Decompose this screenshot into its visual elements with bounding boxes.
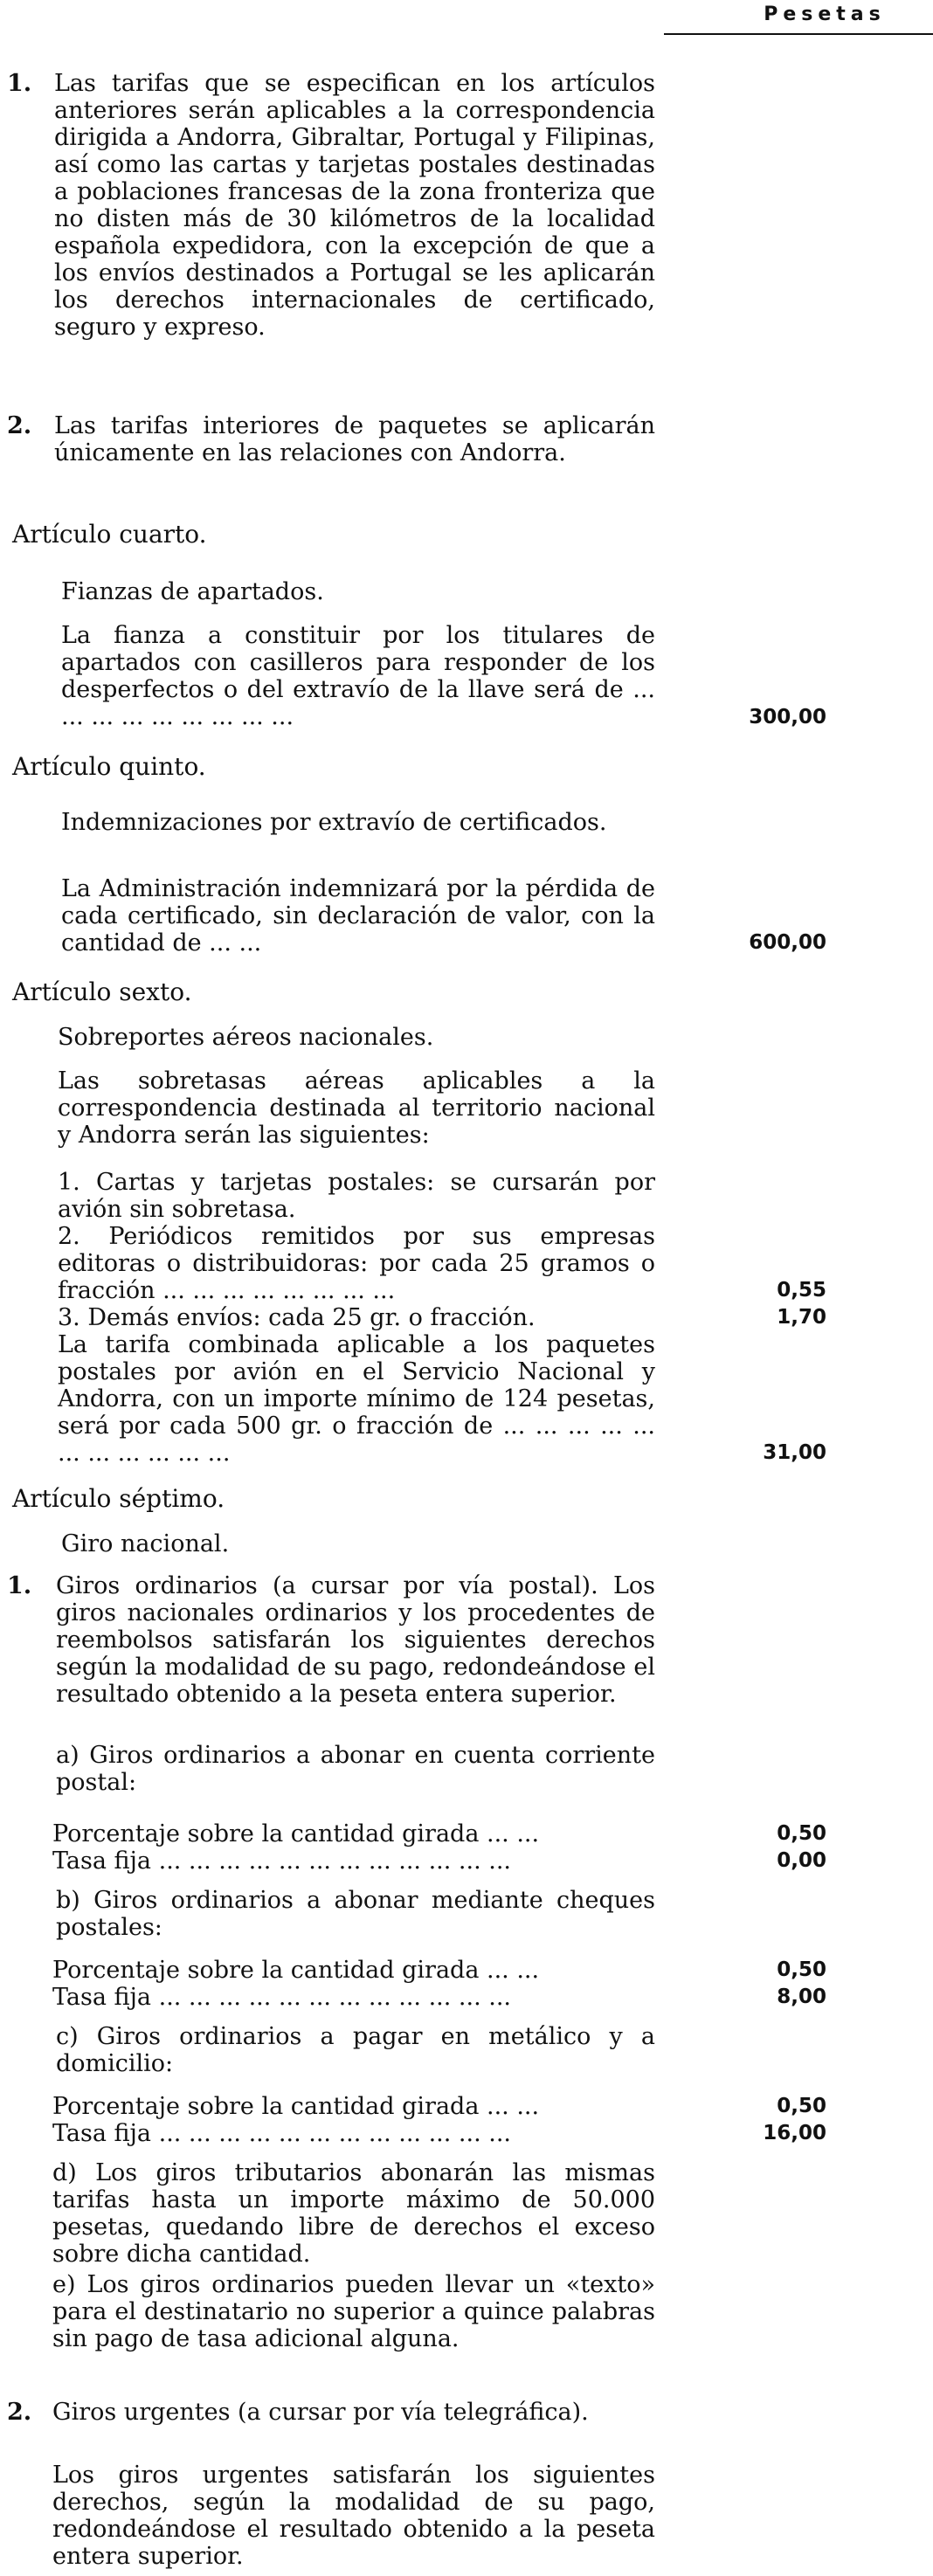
article-text: La fianza a constituir por los titulares de apartados con casilleros para responder de los desperfectos o del extravío de la llave será de ... ... ... ... ... ... ... ... ... [61,622,655,730]
fee-label: Tasa fija ... ... ... ... ... ... ... ... ... ... ... ... [52,2120,511,2147]
list-item: 1. Cartas y tarjetas postales: se cursarán por avión sin sobretasa. [58,1169,655,1223]
fee-label: Tasa fija ... ... ... ... ... ... ... ... ... ... ... ... [52,1847,511,1875]
column-header-pesetas: Pesetas [764,3,886,25]
fee-label: Porcentaje sobre la cantidad girada ... ... [52,1820,540,1847]
article-heading: Artículo séptimo. [12,1484,225,1513]
list-item: 3. Demás envíos: cada 25 gr. o fracción. [58,1304,536,1331]
fee-label: Tasa fija ... ... ... ... ... ... ... ... ... ... ... ... [52,1984,511,2011]
amount-value: 0,50 [777,1958,826,1981]
subsection-text: b) Giros ordinarios a abonar mediante cheques postales: [56,1887,655,1941]
article-subtitle: Sobreportes aéreos nacionales. [58,1024,434,1051]
amount-value: 8,00 [777,1986,826,2008]
header-rule [664,33,933,35]
amount-value: 0,50 [777,1822,826,1845]
list-item: La tarifa combinada aplicable a los paquetes postales por avión en el Servicio Nacional y Andorra, con un importe mínimo de 124 pesetas, será por cada 500 gr. o fracción de ... ... ... ... ... ... ... ... ... ... ... [58,1331,655,1467]
amount-value: 0,00 [777,1849,826,1872]
item-text: Las tarifas interiores de paquetes se aplicarán únicamente en las relaciones con Andorra. [54,412,655,466]
article-heading: Artículo quinto. [12,752,206,781]
amount-value: 600,00 [749,931,826,954]
amount-value: 0,50 [777,2095,826,2117]
subsection-text: c) Giros ordinarios a pagar en metálico y a domicilio: [56,2023,655,2077]
paragraph-text: Los giros urgentes satisfarán los siguientes derechos, según la modalidad de su pago, redondeándose el resultado obtenido a la peseta entera superior. [52,2462,655,2570]
item-text: Las tarifas que se especifican en los artículos anteriores serán aplicables a la correspondencia dirigida a Andorra, Gibraltar, Portugal y Filipinas, así como las cartas y tarjetas postales destinadas a poblaciones francesas de la zona fronteriza que no disten más de 30 kilómetros de la localidad española expedidora, con la excepción de que a los envíos destinados a Portugal se les aplicarán los derechos internacionales de certificado, seguro y expreso. [54,70,655,341]
list-item: 2. Periódicos remitidos por sus empresas editoras o distribuidoras: por cada 25 gramos o fracción ... ... ... ... ... ... ... ... [58,1223,655,1304]
amount-value: 1,70 [777,1306,826,1329]
article-heading: Artículo sexto. [12,977,192,1006]
amount-value: 31,00 [763,1441,826,1464]
item-number: 2. [7,412,32,439]
fee-label: Porcentaje sobre la cantidad girada ... ... [52,1957,540,1984]
item-number: 1. [7,70,32,97]
amount-value: 300,00 [749,706,826,729]
item-number: 1. [7,1572,32,1599]
article-heading: Artículo cuarto. [12,520,207,549]
amount-value: 0,55 [777,1279,826,1302]
subsection-text: e) Los giros ordinarios pueden llevar un «texto» para el destinatario no superior a quince palabras sin pago de tasa adicional alguna. [52,2271,655,2352]
article-subtitle: Indemnizaciones por extravío de certificados. [61,809,607,836]
article-subtitle: Giro nacional. [61,1530,230,1557]
article-subtitle: Fianzas de apartados. [61,578,324,605]
subsection-text: a) Giros ordinarios a abonar en cuenta corriente postal: [56,1742,655,1796]
item-text: Giros urgentes (a cursar por vía telegráfica). [52,2399,589,2426]
item-number: 2. [7,2399,32,2426]
item-text: Giros ordinarios (a cursar por vía postal). Los giros nacionales ordinarios y los procedentes de reembolsos satisfarán los siguientes derechos según la modalidad de su pago, redondeándose el resultado obtenido a la peseta entera superior. [56,1572,655,1708]
amount-value: 16,00 [763,2122,826,2144]
article-text: La Administración indemnizará por la pérdida de cada certificado, sin declaración de valor, con la cantidad de ... ... [61,875,655,957]
article-text: Las sobretasas aéreas aplicables a la correspondencia destinada al territorio nacional y Andorra serán las siguientes: [58,1067,655,1149]
subsection-text: d) Los giros tributarios abonarán las mismas tarifas hasta un importe máximo de 50.000 pesetas, quedando libre de derechos el exceso sobre dicha cantidad. [52,2159,655,2268]
fee-label: Porcentaje sobre la cantidad girada ... ... [52,2093,540,2120]
